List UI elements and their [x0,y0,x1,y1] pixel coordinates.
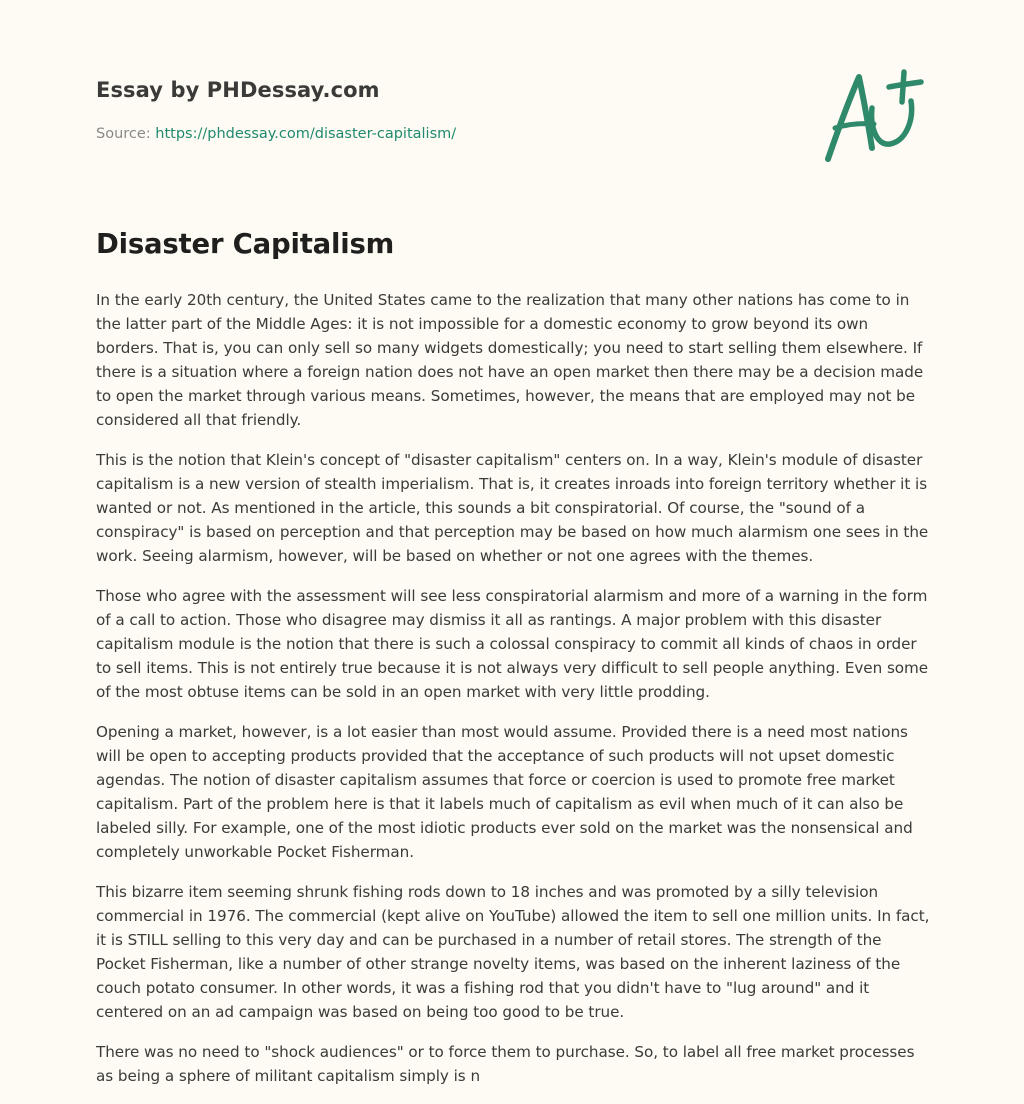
site-title: Essay by PHDessay.com [96,78,380,102]
essay-paragraph: There was no need to "shock audiences" or to force them to purchase. So, to label all free market processes as being a sphere of militant capitalism simply is n [96,1043,915,1085]
source-link[interactable]: https://phdessay.com/disaster-capitalism/ [155,126,457,142]
essay-paragraph: This is the notion that Klein's concept of "disaster capitalism" centers on. In a way, Klein's module of disaster capitalism is a new version of stealth imperialism. That is, it creates inroads into foreign territory whether it is wanted or not. As mentioned in the article, this sounds a bit conspiratorial. Of course, the "sound of a conspiracy" is based on perception and that perception may be based on how much alarmism one sees in the work. Seeing alarmism, however, will be based on whether or not one agrees with the themes. [96,451,929,565]
essay-paragraph: Those who agree with the assessment will see less conspiratorial alarmism and more of a warning in the form of a call to action. Those who disagree may dismiss it all as rantings. A major problem with this disaster capitalism module is the notion that there is such a colossal conspiracy to commit all kinds of chaos in order to sell items. This is not entirely true because it is not always very difficult to sell people anything. Even some of the most obtuse items can be sold in an open market with very little prodding. [96,587,929,701]
a-plus-logo-icon [822,68,928,166]
essay-paragraph: This bizarre item seeming shrunk fishing rods down to 18 inches and was promoted by a silly television commercial in 1976. The commercial (kept alive on YouTube) allowed the item to sell one million units. In fact, it is STILL selling to this very day and can be purchased in a number of retail stores. The strength of the Pocket Fisherman, like a number of other strange novelty items, was based on the inherent laziness of the couch potato consumer. In other words, it was a fishing rod that you didn't have to "lug around" and it centered on an ad campaign was based on being too good to be true. [96,883,930,1021]
essay-paragraph: Opening a market, however, is a lot easier than most would assume. Provided there is a need most nations will be open to accepting products provided that the acceptance of such products will not upset domestic agendas. The notion of disaster capitalism assumes that force or coercion is used to promote free market capitalism. Part of the problem here is that it labels much of capitalism as evil when much of it can also be labeled silly. For example, one of the most idiotic products ever sold on the market was the nonsensical and completely unworkable Pocket Fisherman. [96,723,913,861]
source-line [96,124,716,144]
essay-paragraph: In the early 20th century, the United States came to the realization that many other nations has come to in the latter part of the Middle Ages: it is not impossible for a domestic economy to grow beyond its own borders. That is, you can only sell so many widgets domestically; you need to start selling them elsewhere. If there is a situation where a foreign nation does not have an open market then there may be a decision made to open the market through various means. Sometimes, however, the means that are employed may not be considered all that friendly. [96,291,924,429]
essay-body [96,226,934,1104]
essay-title: Disaster Capitalism [96,228,395,260]
source-label: Source: [96,126,151,142]
page-header [96,76,716,144]
